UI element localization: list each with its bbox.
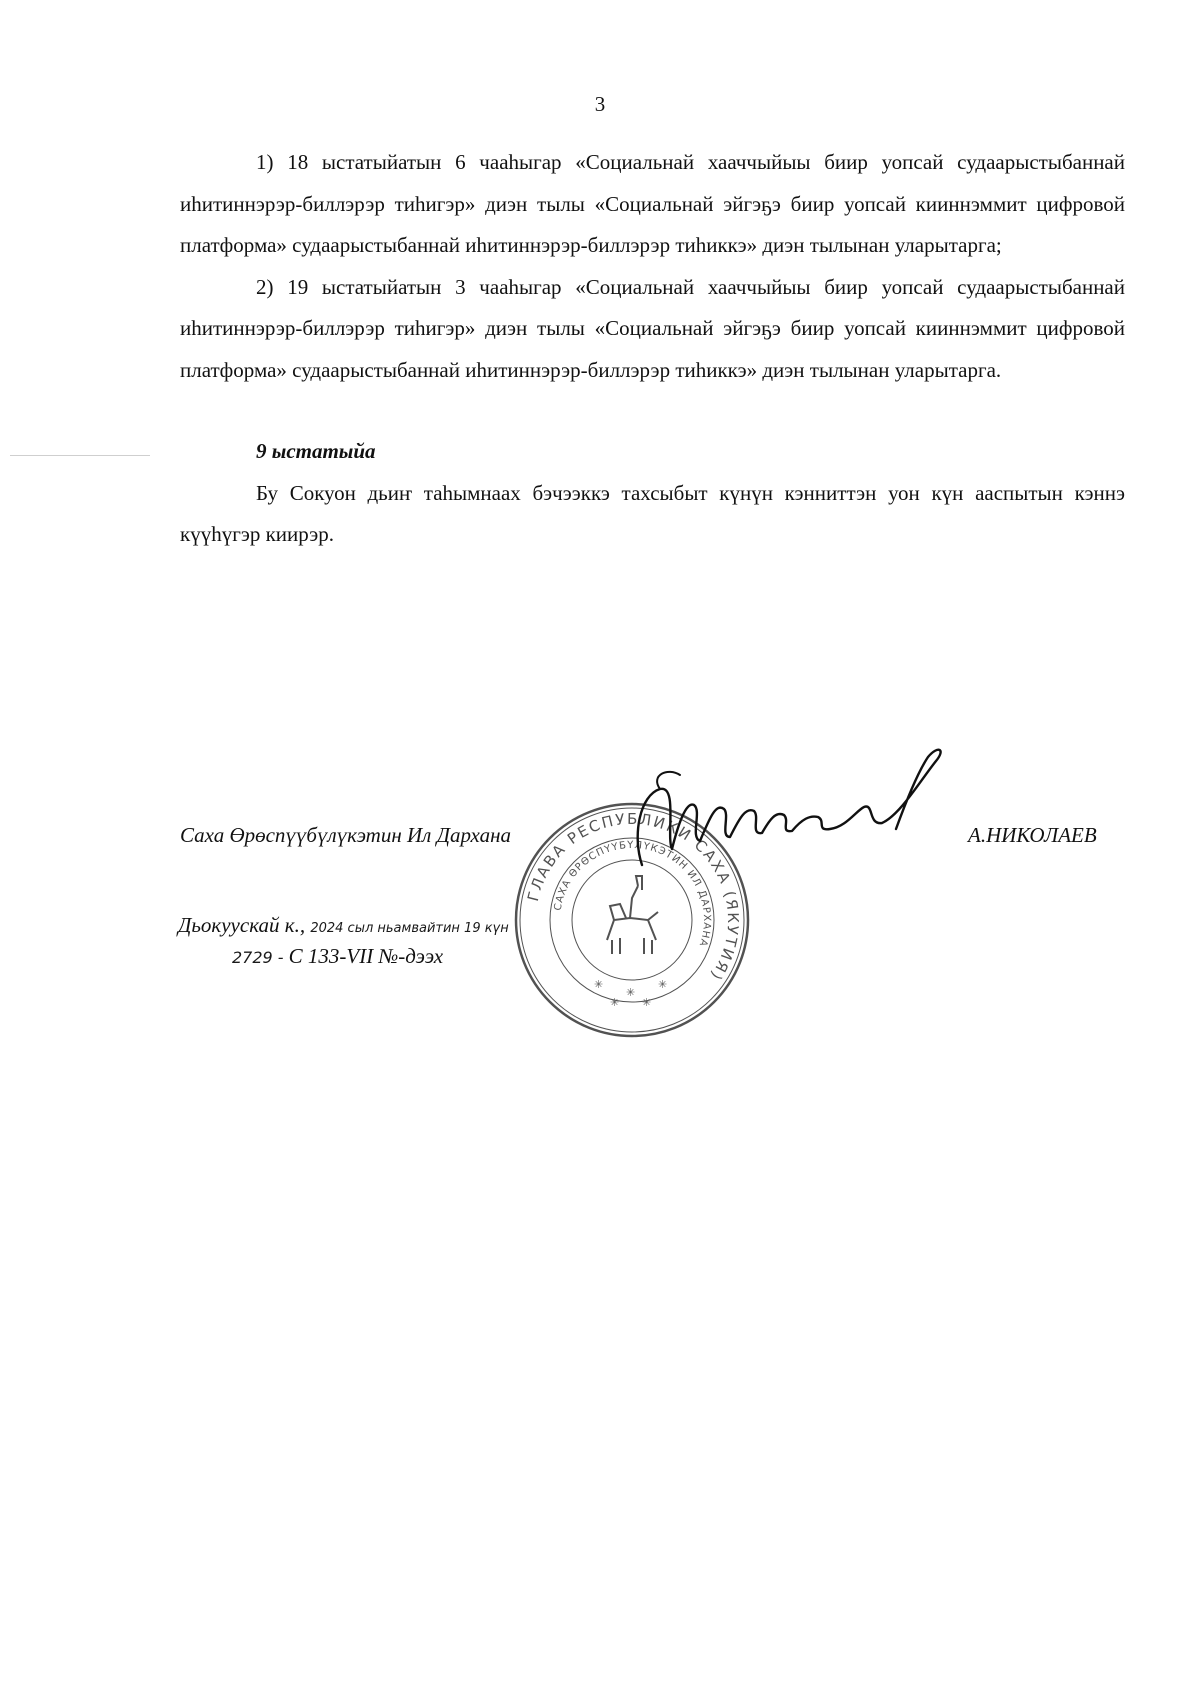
svg-text:✳: ✳ xyxy=(626,986,636,999)
svg-text:✳: ✳ xyxy=(658,978,668,991)
place-label: Дьокуускай к., xyxy=(178,913,311,937)
list-item-2: 2) 19 ыстатыйатын 3 чааһыгар «Социальнай хааччыйыы биир уопсай судаарыстыбаннай иһитиннэрэр-биллэрэр тиһигэр» диэн тылы «Социальнай эйгэҕэ биир уопсай кииннэммит цифровой платформа» судаарыстыбаннай иһитиннэрэр-биллэрэр тиһиккэ» диэн тылынан уларытарга. xyxy=(180,274,1125,382)
document-body xyxy=(180,142,1125,556)
law-number: С 133-VII №-дээх xyxy=(288,944,444,968)
place-date-line xyxy=(178,913,509,938)
svg-text:✳: ✳ xyxy=(610,996,620,1009)
article-text: Бу Сокуон дьиҥ таһымнаах бэчээккэ тахсыбыт күнүн кэнниттэн уон күн ааспытын кэннэ күүһүгэр киирэр. xyxy=(180,480,1125,546)
seal-inner-text: САХА ӨРӨСПҮҮБҮЛҮКЭТИН ИЛ ДАРХАНА xyxy=(552,839,713,949)
signatory-title: Саха Өрөспүүбүлүкэтин Ил Дарханa xyxy=(180,823,511,847)
handwritten-number: 2729 - xyxy=(232,948,289,967)
list-item-1: 1) 18 ыстатыйатын 6 чааһыгар «Социальнай хааччыйыы биир уопсай судаарыстыбаннай иһитиннэрэр-биллэрэр тиһигэр» диэн тылы «Социальнай эйгэҕэ биир уопсай кииннэммит цифровой платформа» судаарыстыбаннай иһитиннэрэр-биллэрэр тиһиккэ» диэн тылынан уларытарга; xyxy=(180,150,1125,257)
article-heading: 9 ыстатыйа xyxy=(256,439,376,463)
handwritten-date: 2024 сыл ньамвайтин 19 күн xyxy=(310,921,509,936)
scan-artifact-line xyxy=(10,455,150,456)
svg-text:✳: ✳ xyxy=(594,978,604,991)
page-number: 3 xyxy=(594,92,606,116)
signatory-name: А.НИКОЛАЕВ xyxy=(968,823,1097,847)
seal-outer-text: ГЛАВА РЕСПУБЛИКИ САХА (ЯКУТИЯ) xyxy=(523,809,743,985)
star-icon xyxy=(594,978,667,1009)
handwritten-signature xyxy=(620,745,950,875)
svg-text:✳: ✳ xyxy=(642,996,652,1009)
horseman-emblem-icon xyxy=(607,876,658,954)
law-number-line xyxy=(232,944,443,969)
